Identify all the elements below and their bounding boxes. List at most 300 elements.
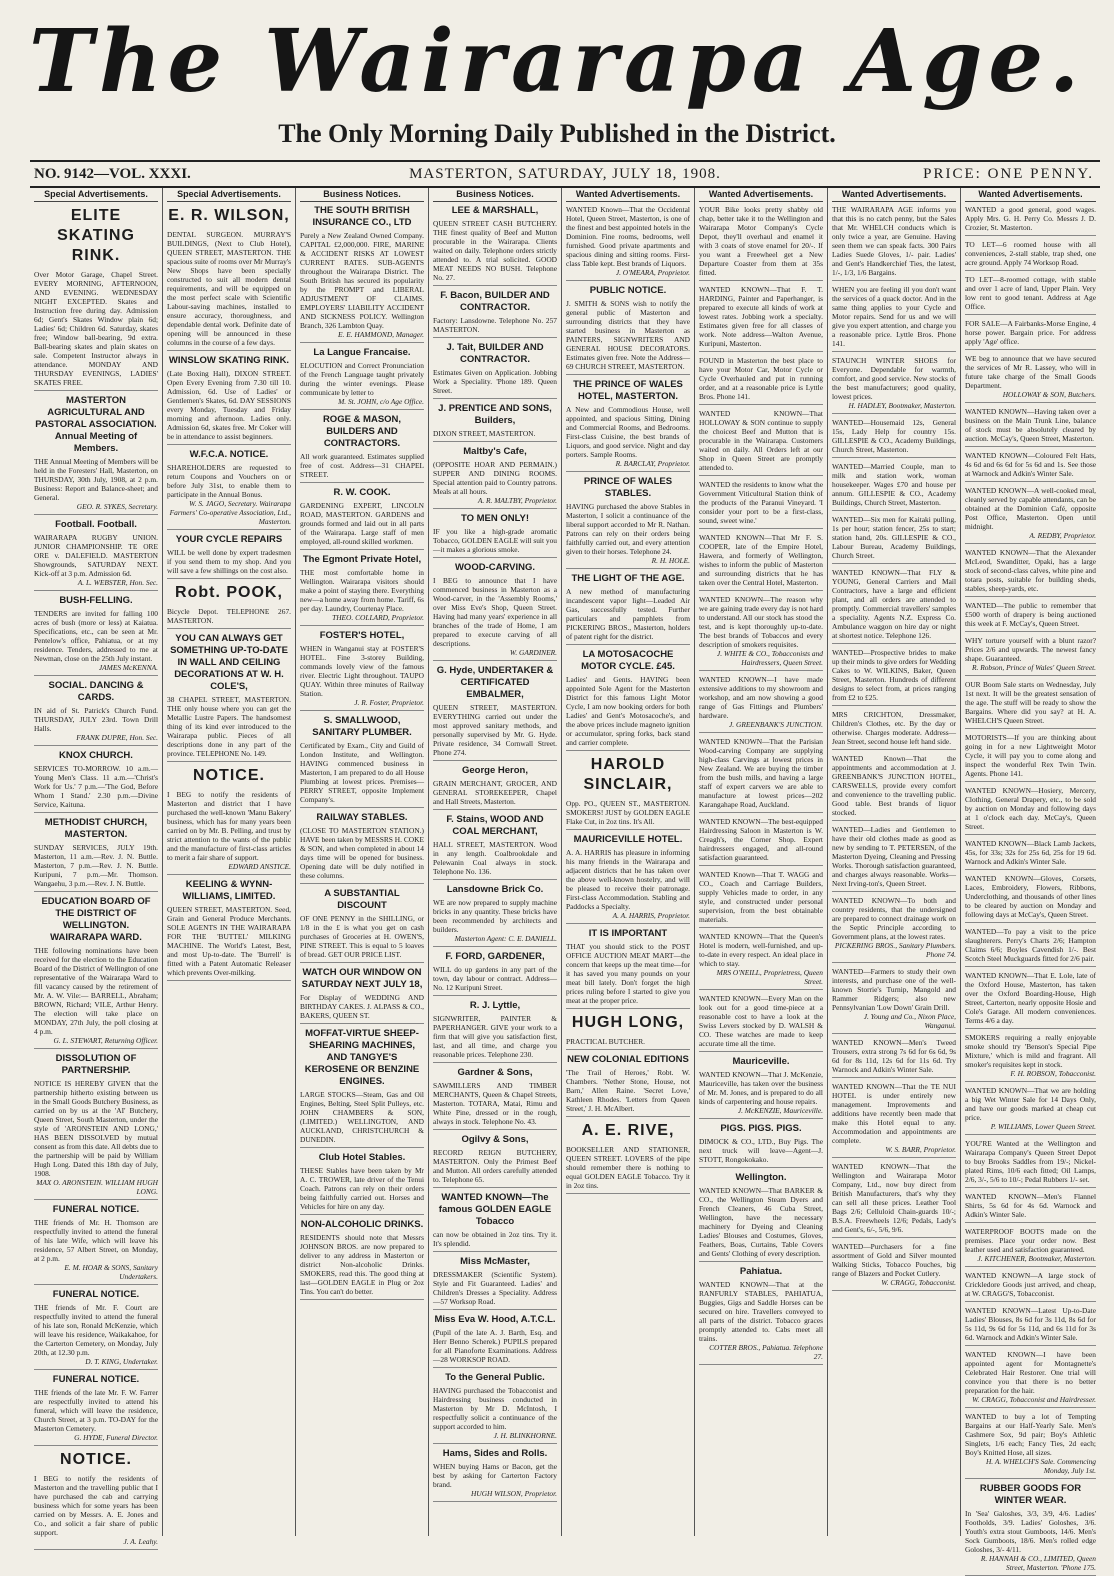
advertisement-title: WOOD-CARVING. [454, 562, 536, 573]
advertisement [300, 1219, 424, 1300]
advertisement-signature: R. Robson, Prince of Wales' Queen Street. [972, 663, 1096, 672]
advertisement-display-heading: ELITE SKATING RINK. [57, 207, 135, 264]
masthead [0, 0, 1114, 160]
advertisement-body: WANTED KNOWN—That the TE NUI HOTEL is under entirely new management. Improvements and additions have recently been made that make this Hotel equal to any. Accommodation and appointments are complete. [832, 1082, 956, 1145]
advertisement-body: For Display of WEDDING AND BIRTHDAY CAKES. J. ALPASS & CO., BAKERS, QUEEN ST. [300, 993, 424, 1020]
advertisement-body: WANTED KNOWN—That at the RANFURLY STABLES, PAHIATUA, Buggies, Gigs and Saddle Horses can be secured on hire. Travellers conveyed to all parts of the district. Tobacco graces promptly attended to. Cabs meet all trains. [699, 1280, 823, 1343]
advertisement-body: WANTED KNOWN—That F. T. HARDING, Painter and Paperhanger, is prepared to execute all kinds of work at lowest rates. Jobbing work a specialty. Estimates given free for all classes of work. Note address—Walton Avenue, Kuripuni, Masterton. [699, 285, 823, 348]
advertisement-signature: A. L. WEBSTER, Hon. Sec. [77, 578, 158, 587]
advertisement-body: THE most comfortable home in Wellington. Wairarapa visitors should make a point of staying there. Everything new—a home away from home. Tariff, 6s per day. Laundry, Courtenay Place. [300, 568, 424, 613]
advertisement-body: THE friends of Mr. F. Court are respectfully invited to attend the funeral of his late son, Ronald McKenzie, which will leave his residence, Waikakahoe, for the Carterton Cemetery, on Monday, July 20th, at 12.30 p.m. [34, 1303, 158, 1357]
advertisement [965, 1350, 1096, 1408]
advertisement-body: WANTED to buy a lot of Tempting Bargains at our Half-Yearly Sale. Men's Cashmere Sox, 9d pair; Boy's Athletic Singlets, 1/6 each; Fancy Ties, 2d each; Boy's Knitted Hose, all sizes. [965, 1412, 1096, 1457]
column-heading: Special Advertisements. [34, 188, 158, 202]
advertisement-body: WANTED KNOWN—That Mr F. S. COOPER, late of the Empire Hotel, Hawera, and formerly of Wellington, wishes to inform the public of Masterton and surrounding districts that he has taken over the Central Hotel, Masterton. [699, 533, 823, 587]
advertisement-body: Ladies' and Gents. HAVING been appointed Sole Agent for the Masterton District for this famous Light Motor Cycle, I am now booking orders for both Ladies' and Gent's Motosacoche's, and the above prices include magneto ignition or accumulator, spring forks, back stand and carrier complete. [566, 675, 690, 747]
advertisement [34, 1289, 158, 1370]
column-heading: Business Notices. [300, 188, 424, 202]
advertisement-signature: FRANK DUPRE, Hon. Sec. [76, 733, 158, 742]
advertisement [832, 1162, 956, 1238]
advertisement-body: Opp. PO., QUEEN ST., MASTERTON. SMOKERS! JUST by GOLDEN EAGLE Flake Cut, in 2oz tins. It's All. [566, 799, 690, 826]
advertisement-body: TO LET—6 roomed house with all conveniences, 2-stall stable, trap shed, one acre ground. Apply 74 Worksop Road. [965, 240, 1096, 267]
advertisement-title: FUNERAL NOTICE. [52, 1289, 140, 1300]
advertisement [832, 754, 956, 821]
advertisement-body: YOUR Bike looks pretty shabby old chap, better take it to the Wellington and Wairarapa Motor Company's Cycle Depot, they'll overhaul and enamel it with 3 coats of stove enamel for 20/-. If you want a Freewheel get a New Departure Coaster from them at 35s fitted. [699, 205, 823, 277]
advertisement-body: WANTED KNOWN—Black Lamb Jackets, 45s, for 33s; 32s for 25s 6d, 25s for 19 6d. Warnock and Adkin's Winter Sale. [965, 839, 1096, 866]
advertisement-title: RUBBER GOODS FOR WINTER WEAR. [979, 1483, 1082, 1506]
advertisement-body: (Late Boxing Hall), DIXON STREET. Open Every Evening from 7.30 till 10. Admission, 6d. Use of Ladies' or Gentlemen's Skates, 6d. DAY SESSIONS every Monday, Tuesday and Friday morning and afternoon. Ladies only. Admission 6d, skates free. Mr Coker will be in attendance to assist beginners. [167, 369, 291, 441]
advertisement-body: WANTED—Married Couple, man to milk and station work, woman housekeeper. Wages £70 and house per annum. GILLESPIE & CO., Academy Buildings, Church Street, Masterton. [832, 462, 956, 507]
advertisement-signature: E. M. HOAR & SONS, Sanitary Undertakers. [64, 1263, 158, 1281]
advertisement [433, 205, 557, 286]
advertisement [832, 205, 956, 281]
column-heading: Wanted Advertisements. [832, 188, 956, 202]
advertisement [965, 486, 1096, 544]
advertisement-body: Factory: Lansdowne. Telephone No. 257 MASTERTON. [433, 316, 557, 334]
advertisement-title: KEELING & WYNN-WILLIAMS, LIMITED. [182, 879, 276, 902]
advertisement-body: WATERPROOF BOOTS made on the premises. Place your order now. Best leather used and satisfaction guaranteed. [965, 1227, 1096, 1254]
masthead-title: The Wairarapa Age. [28, 11, 1086, 112]
advertisement-title: F. Bacon, BUILDER AND CONTRACTOR. [440, 290, 550, 313]
advertisement-body: WANTED KNOWN—Coloured Felt Hats, 4s 6d and 6s 6d for 5s 6d and 1s. See those at Warnock and Adkin's Winter Sale. [965, 451, 1096, 478]
advertisement-title: WANTED KNOWN—The famous GOLDEN EAGLE Tobacco [438, 1192, 552, 1227]
advertisement-signature: J. McKENZIE, Mauriceville. [737, 1106, 823, 1115]
advertisement-body: HAVING purchased the above Stables in Masterton, I solicit a continuance of the liberal support accorded to Mr R. Nathan. Patrons can rely on their orders being faithfully carried out, and every attention given to their horses. Telephone 24. [566, 502, 690, 556]
advertisement-body: WANTED KNOWN—I have made extensive additions to my showroom and workshop, and am now showing a good range of Gas Fittings and Plumbers' hardware. [699, 675, 823, 720]
advertisement-body: WHEN buying Hams or Bacon, get the best by asking for Carterton Factory brand. [433, 1462, 557, 1489]
advertisement [965, 319, 1096, 350]
advertisement-title: PRINCE OF WALES STABLES. [583, 476, 673, 499]
advertisement-body: FOUND in Masterton the best place to have your Motor Car, Motor Cycle or Cycle Overhauled and put in running order, and at a reasonable price is Lyttle Bros. Phone 141. [699, 356, 823, 401]
dateline-price: PRICE: ONE PENNY. [923, 166, 1094, 182]
advertisement-title: Maltby's Cafe, [463, 446, 527, 457]
advertisement [699, 1123, 823, 1168]
advertisement [699, 409, 823, 476]
advertisement-body: WANTED KNOWN—Gloves, Corsets, Laces, Embroidery, Flowers, Ribbons, Underclothing, and thousands of other lines to be cleared by auction on Monday and following days at McCay's, Queen Street. [965, 874, 1096, 919]
advertisement-body: BOOKSELLER AND STATIONER, QUEEN STREET. LOVERS of the pipe should remember there is nothing to equal GOLDEN EAGLE Tobacco. Try it in 2oz tins. [566, 1145, 690, 1190]
advertisement [433, 1314, 557, 1368]
advertisement-body: WHEN you are feeling ill you don't want the services of a quack doctor. And in the same thing applies to your Cycle and Motor repairs. Send for us and we will give you expert attention, and charge you a reasonable price. Lyttle Bros. Phone 141. [832, 285, 956, 348]
advertisement-body: DIMOCK & CO., LTD., Buy Pigs. The next truck will leave—Agent—J. STOTT, Rongokokako. [699, 1137, 823, 1164]
column [695, 188, 828, 1536]
advertisement [300, 414, 424, 483]
advertisement [167, 355, 291, 445]
advertisement-body: OF ONE PENNY in the SHILLING, or 1/8 in the £ is what you get on cash purchases of Groceries at H. OWEN'S, PINE STREET. This is equal to 5 loaves of bread. GET OUR PRICE LIST. [300, 914, 424, 959]
advertisement-title: Pahiatua. [739, 1266, 783, 1277]
advertisement-signature: PICKERING BROS., Sanitary Plumbers. Phone 74. [834, 941, 956, 959]
advertisement-body: WANTED—Housemaid 12s, General 15s, Lady Help for country 15s. GILLESPIE & CO., Academy Buildings, Church Street, Masterton. [832, 418, 956, 454]
advertisement [300, 888, 424, 963]
advertisement-body: 'The Trail of Heroes,' Robt. W. Chambers. 'Nether Stone, House, not Barn,' Allen Raine. 'Secret Love,' Kathleen Rhodes. 'Letters from Queen Street,' J. H. McAlbert. [566, 1068, 690, 1113]
advertisement-body: DRESSMAKER (Scientific System). Style and Fit Guaranteed. Ladies' and Children's Dresses a Speciality. Address—57 Worksop Road. [433, 1270, 557, 1306]
advertisement-body: WANTED Known—That the Occidental Hotel, Queen Street, Masterton, is one of the finest and best appointed hotels in the Dominion. Fine rooms, bedrooms, well furnished. Good private apartments and spacious dining and sitting rooms. First-class Table kept. Best brands of Liquors. [566, 205, 690, 268]
advertisement-title: YOU CAN ALWAYS GET SOMETHING UP-TO-DATE IN WALL AND CEILING DECORATIONS AT W. H. COLE'S, [170, 633, 288, 692]
advertisement [566, 205, 690, 281]
advertisement-body: A. A. HARRIS has pleasure in informing his many friends in the Wairarapa and adjacent districts that he has taken over the above well-known hostelry, and will be pleased to receive their patronage. First-class Accommodation. Stabling and Paddocks a Specialty. [566, 848, 690, 911]
advertisement-title: To the General Public. [445, 1372, 545, 1383]
column [429, 188, 562, 1536]
advertisement-body: WANTED KNOWN—That E. Lole, late of the Oxford House, Masterton, has taken over the Oxford Boarding-House, High Street, Carterton, nearly opposite Hosie and Cole's Garage. All modern conveniences. Terms 4/6 a day. [965, 971, 1096, 1025]
advertisement-display-heading: Robt. POOK, [175, 584, 283, 601]
advertisement [167, 534, 291, 579]
column-heading: Business Notices. [433, 188, 557, 202]
advertisement [832, 896, 956, 963]
advertisement [300, 967, 424, 1024]
advertisement-title: RAILWAY STABLES. [316, 812, 408, 823]
advertisement-body: GARDENING EXPERT, LINCOLN ROAD, MASTERTON. GARDENS and grounds formed and laid out in all parts of the Wairarapa. Large staff of men employed, all-round skilled workmen. [300, 501, 424, 546]
advertisement-body: (Pupil of the late A. J. Barth, Esq. and Herr Benno Scherek.) PUPILS prepared for all Pianoforte Examinations. Address—28 WORKSOP ROAD. [433, 1328, 557, 1364]
advertisement-title: LEE & MARSHALL, [451, 205, 539, 216]
advertisement [699, 1056, 823, 1119]
advertisement-body: WILL do up gardens in any part of the town, day labour or contract. Address—No. 12 Kuripuni Street. [433, 965, 557, 992]
column [961, 188, 1100, 1572]
advertisement-title: MAURICEVILLE HOTEL. [573, 834, 683, 845]
advertisement-body: WANTED—Prospective brides to make up their minds to give orders for Wedding Cakes to W. WILKINS, Baker, Queen Street, Masterton. Hundreds of different designs to select from, at prices ranging from £2 to £25. [832, 648, 956, 702]
advertisement-body: DIXON STREET, MASTERTON. [433, 429, 536, 438]
advertisement [699, 817, 823, 866]
advertisement-body: Estimates Given on Application. Jobbing Work a Speciality. 'Phone 189. Queen Street. [433, 368, 557, 395]
advertisement-signature: J. O'MEARA, Proprietor. [615, 268, 690, 277]
advertisement-body: WE are now prepared to supply machine bricks in any quantity. These bricks have been recommended by architects and builders. [433, 898, 557, 934]
advertisement-title: Lansdowne Brick Co. [446, 884, 544, 895]
advertisement [433, 765, 557, 810]
advertisement [699, 205, 823, 281]
advertisement-body: WE beg to announce that we have secured the services of Mr R. Lassey, who will in future take charge of the Small Goods Department. [965, 354, 1096, 390]
column-heading: Wanted Advertisements. [566, 188, 690, 202]
advertisement-display-heading: HUGH LONG, [571, 1014, 685, 1031]
advertisement [566, 649, 690, 751]
advertisement [699, 285, 823, 352]
advertisement-signature: G. L. STEWART, Returning Officer. [53, 1036, 158, 1045]
advertisement-body: PRACTICAL BUTCHER. [566, 1037, 645, 1046]
advertisement-display-heading: E. R. WILSON, [168, 207, 290, 224]
advertisement [699, 870, 823, 928]
advertisement [566, 285, 690, 375]
advertisement-body: I BEG to announce that I have commenced business in Masterton as a Wood-carver, in the 'Assembly Rooms,' over Miss Eve's Shop, Queen Street. Having had many years' experience in all branches of the trade of Home, I am prepared to execute carving of all descriptions. [433, 576, 557, 648]
advertisement-signature: D. T. KING, Undertaker. [85, 1357, 158, 1366]
advertisement [832, 1082, 956, 1158]
advertisement [965, 451, 1096, 482]
advertisement [566, 476, 690, 569]
advertisement-title: W.F.C.A. NOTICE. [189, 449, 269, 460]
advertisement [965, 407, 1096, 447]
advertisement-signature: G. HYDE, Funeral Director. [74, 1433, 158, 1442]
advertisement-title: NON-ALCOHOLIC DRINKS. [300, 1219, 424, 1230]
advertisement [965, 240, 1096, 271]
advertisement [34, 1204, 158, 1285]
advertisement-title: FOSTER'S HOTEL, [319, 630, 405, 641]
advertisement-title: YOUR CYCLE REPAIRS [175, 534, 283, 545]
advertisement-body: WANTED—Six men for Kaitaki pulling, 1s per hour; station fencer, 25s to start; station hand, 20s. GILLESPIE & CO., Labour Bureau, Academy Buildings, Church Street. [832, 515, 956, 560]
advertisement-body: GRAIN MERCHANT, GROCER, AND GENERAL STOREKEEPER, Chapel and Hall Streets, Masterton. [433, 779, 557, 806]
advertisement-body: THE Annual Meeting of Members will be held in the Foresters' Hall, Masterton, on THURSDAY, 30th July, 1908, at 2 p.m. Business: Report and Balance-sheet; and General. [34, 457, 158, 502]
advertisement-title: The Egmont Private Hotel, [302, 554, 422, 565]
advertisement-body: All work guaranteed. Estimates supplied free of cost. Address—31 CHAPEL STREET. [300, 452, 424, 479]
advertisement-body: WANTED KNOWN—That FLY & YOUNG, General Carriers and Mail Contractors, have a large and efficient plant, and all orders are attended to promptly. Commercial travellers' samples a speciality. Agents N.Z. Express Co. Ambulance waggon on hire day or night at shortest notice. Telephone 126. [832, 568, 956, 640]
advertisement-body: WANTED KNOWN—A well-cooked meal, cleanly served by capable attendants, can be obtained at the Dominion Café, opposite Post Office, Masterton. Open until midnight. [965, 486, 1096, 531]
advertisement-title: Ogilvy & Sons, [461, 1134, 529, 1145]
advertisement-signature: J. R. Foster, Proprietor. [354, 698, 424, 707]
advertisement-signature: HOLLOWAY & SON, Butchers. [1002, 390, 1096, 399]
advertisement [965, 839, 1096, 870]
advertisement [965, 786, 1096, 835]
advertisement [300, 630, 424, 711]
advertisement-signature: EDWARD ANSTICE. [228, 862, 291, 871]
advertisement [699, 1266, 823, 1365]
advertisement [965, 636, 1096, 676]
advertisement-signature: R. H. HOLE. [651, 556, 690, 565]
advertisement-signature: W. S. BARR, Proprietor. [885, 1145, 956, 1154]
advertisement-body: LARGE STOCKS—Steam, Gas and Oil Engines, Belting, Steel Split Pulleys, etc. JOHN CHAMBERS & SON, (LIMITED.) WELLINGTON, AND AUCKLAND, CHRISTCHURCH & DUNEDIN. [300, 1090, 424, 1144]
advertisement-signature: HUGH WILSON, Proprietor. [471, 1489, 557, 1498]
advertisement [433, 1448, 557, 1502]
advertisement [34, 817, 158, 892]
advertisement-title: METHODIST CHURCH, MASTERTON. [44, 817, 148, 840]
advertisement-body: WANTED KNOWN—Men's Flannel Shirts, 5s 6d for 4s 6d. Warnock and Adkin's Winter Sale. [965, 1192, 1096, 1219]
advertisement-title: FUNERAL NOTICE. [52, 1204, 140, 1215]
advertisement-display-heading: HAROLD SINCLAIR, [583, 756, 673, 793]
advertisement-body: WANTED KNOWN—The best-equipped Hairdressing Saloon in Masterton is W. Creagh's, the Corner Shop. Expert hairdressers engaged, and all-round satisfaction guaranteed. [699, 817, 823, 862]
advertisement-body: WANTED KNOWN—Men's Tweed Trousers, extra strong 7s 6d for 6s 6d, 9s 6d for 8s 11d, 12s 6d for 11s 6d. Try Warnock and Adkin's Winter Sale. [832, 1038, 956, 1074]
advertisement [965, 1227, 1096, 1267]
advertisement-body: I BEG to notify the residents of Masterton and district that I have purchased the well-known 'Manu Bakery' business, which has for many years been carried on by Mr. B. Pelling, and trust by strict attention to the wants of the public and the manufacture of first-class articles to merit a fair share of support. [167, 790, 291, 862]
advertisement [699, 737, 823, 813]
advertisement [965, 874, 1096, 923]
advertisement [832, 1242, 956, 1291]
advertisement-title: S. SMALLWOOD, SANITARY PLUMBER. [312, 715, 412, 738]
advertisement-signature: F. H. ROBSON, Tobacconist. [1010, 1069, 1096, 1078]
dateline-issue-number: NO. 9142—VOL. XXXI. [34, 166, 191, 182]
advertisement-body: WANTED—Ladies and Gentlemen to have their old clothes made as good as new by sending to T. PETERSEN, of the Masterton Dyeing, Cleaning and Pressing Works. Thorough satisfaction guaranteed, and charges always reasonable. Works—Next Irving-ton's, Queen Street. [832, 825, 956, 888]
advertisement-body: WANTED KNOWN—That we are holding a big Wet Winter Sale for 14 Days Only, and have our goods marked at cheap cut price. [965, 1086, 1096, 1122]
advertisement-body: WANTED KNOWN—Latest Up-to-Date Ladies' Blouses, 8s 6d for 3s 11d, 8s 6d for 5s 11d, 9s 6d for 5s 11d, and 6s 11d for 3s 6d. Warnock and Adkin's Winter Sale. [965, 1306, 1096, 1342]
advertisement [699, 480, 823, 529]
advertisement-signature: E. E. HAMMOND, Manager. [337, 330, 424, 339]
advertisement [965, 927, 1096, 967]
dateline-place-date: MASTERTON, SATURDAY, JULY 18, 1908. [409, 166, 721, 182]
advertisement [965, 1192, 1096, 1223]
advertisement-body: SERVICES TO-MORROW. 10 a.m.—Young Men's Class. 11 a.m.—'Christ's Work for Us.' 7 p.m.—'The God, Before Whom I Stand.' 2.30 p.m.—Divine Service, Kaituna. [34, 764, 158, 809]
advertisement-body: WHEN in Wanganui stay at FOSTER'S HOTEL. Fine 3-storey Building, commands lovely view of the famous river. Electric Light throughout. TAUPO QUAY. Within three minutes of Railway Station. [300, 644, 424, 698]
advertisement-body: TO LET—8-roomed cottage, with stable and over 1 acre of land, Upper Plain. Very low rent to good tenant. Address at Age Office. [965, 275, 1096, 311]
advertisement-signature: R. BARCLAY, Proprietor. [615, 459, 690, 468]
advertisement [34, 595, 158, 676]
advertisement [832, 418, 956, 458]
advertisement-body: Bicycle Depot. TELEPHONE 267. MASTERTON. [167, 607, 291, 625]
advertisement-body: HAVING purchased the Tobacconist and Hairdressing business conducted in Masterton by Mr D. McIntosh, I respectfully solicit a continuance of the support accorded to him. [433, 1386, 557, 1431]
advertisement [965, 733, 1096, 782]
advertisement [566, 1013, 690, 1050]
advertisement-body: SMOKERS requiring a really enjoyable smoke should try 'Benson's Special Pipe Mixture,' which is mild and fragrant. All smoker's requisites kept in stock. [965, 1033, 1096, 1069]
advertisement [34, 395, 158, 515]
advertisement-title: IT IS IMPORTANT [588, 928, 668, 939]
advertisement-title: George Heron, [462, 765, 528, 776]
advertisement [699, 994, 823, 1052]
advertisement [34, 1053, 158, 1200]
advertisement-signature: A. REDBY, Proprietor. [1029, 531, 1096, 540]
advertisement-title: EDUCATION BOARD OF THE DISTRICT OF WELLINGTON. WAIRARAPA WARD. [41, 896, 151, 943]
advertisement-body: WANTED the residents to know what the Government Viticultural Station think of the products of the Paranui Vineyard. 'I consider your port to be a first-class, sound, sweet wine.' [699, 480, 823, 525]
advertisement-body: WANTED KNOWN—Having taken over a business on the Main Trunk Line, balance of stock must be absolutely cleared by auction. McCay's, Queen Street, Masterton. [965, 407, 1096, 443]
advertisement [300, 1152, 424, 1215]
advertisement-body: Purely a New Zealand Owned Company. CAPITAL £2,000,000. FIRE, MARINE & ACCIDENT RISKS AT LOWEST CURRENT RATES. SUB-AGENTS throughout the Wairarapa District. The South British has secured its popularity by the PROMPT and LIBERAL ADJUSTMENT OF CLAIMS. EMPLOYERS' LIABILITY ACCIDENT AND SICKNESS POLICY. Wellington Branch, 326 Lambton Quay. [300, 231, 424, 330]
advertisement-title: J. Tait, BUILDER AND CONTRACTOR. [446, 342, 544, 365]
advertisement-title: MOFFAT-VIRTUE SHEEP-SHEARING MACHINES, AND TANGYE'S KEROSENE OR BENZINE ENGINES. [304, 1028, 420, 1087]
advertisement [433, 1000, 557, 1063]
advertisement [433, 562, 557, 661]
advertisement-body: J. SMITH & SONS wish to notify the general public of Masterton and surrounding districts that they have started business in Masterton as PAINTERS, SIGNWRITERS AND GENERAL HOUSE DECORATORS. Estimates given free. Note the Address—69 CHURCH STREET, MASTERTON. [566, 299, 690, 371]
advertisement-title: R. J. Lyttle, [469, 1000, 521, 1011]
advertisement-body: THE friends of the late Mr. F. W. Farrer are respectfully invited to attend his funeral, which will leave the residence, Church Street, at 3 p.m. TO-DAY for the Masterton Cemetery. [34, 1388, 158, 1433]
advertisement [566, 834, 690, 924]
advertisement [300, 812, 424, 884]
advertisement-body: RESIDENTS should note that Messrs JOHNSON BROS. are now prepared to deliver to any address in Masterton or district Non-alcoholic Drinks. SMOKERS, read this. The good thing at last—GOLDEN EAGLE in Plug or 2oz Tins. You can't do better. [300, 1233, 424, 1296]
advertisement [300, 715, 424, 808]
advertisement [965, 548, 1096, 597]
advertisement-body: THAT you should stick to the POST OFFICE AUCTION MEAT MART—the concern that keeps up the meat time—for it has saved you many pounds on your meat bill lately. Don't forget the high prices ruling before I started to give you meat at the proper price. [566, 942, 690, 1005]
advertisement-title: THE SOUTH BRITISH INSURANCE CO., LTD [312, 205, 412, 228]
advertisement-body: DENTAL SURGEON. MURRAY'S BUILDINGS, (Next to Club Hotel), QUEEN STREET, MASTERTON. THE spacious suite of rooms over Mr Murray's New Shops have been specially constructed to suit all modern dental requirements, and will be equipped on the most perfect scale with Scientific Labour-saving machines, installed to ensure accuracy, thoroughness, and dependable dental work. Definite date of opening will be announced in these columns in the course of a few days. [167, 230, 291, 347]
advertisement-signature: R. HANNAH & CO., LIMITED, Queen Street, Masterton. 'Phone 175. [980, 1554, 1096, 1572]
advertisement-title: F. Stains, WOOD AND COAL MERCHANT, [446, 814, 544, 837]
advertisement [34, 206, 158, 391]
advertisement-title: DISSOLUTION OF PARTNERSHIP. [55, 1053, 137, 1076]
advertisement [832, 967, 956, 1034]
advertisement [832, 710, 956, 750]
column [562, 188, 695, 1536]
advertisement-body: WANTED KNOWN—The reason why we are gaining trade every day is not hard to understand. All our stock has stood the test, and is kept thoroughly up-to-date. The best brands of Tobaccos and every description of smokers requisites. [699, 595, 823, 649]
advertisement [433, 1192, 557, 1252]
advertisement [167, 633, 291, 762]
advertisement [167, 879, 291, 981]
advertisement-title: FUNERAL NOTICE. [52, 1374, 140, 1385]
advertisement-title: A SUBSTANTIAL DISCOUNT [324, 888, 400, 911]
advertisement [566, 755, 690, 830]
advertisement [566, 928, 690, 1009]
advertisement-title: Wellington. [735, 1172, 787, 1183]
advertisement-title: MASTERTON AGRICULTURAL AND PASTORAL ASSOCIATION. Annual Meeting of Members. [35, 395, 157, 454]
dateline [30, 160, 1100, 188]
advertisement [832, 462, 956, 511]
advertisement-display-heading: A. E. RIVE, [581, 1122, 675, 1139]
advertisement-body: WHY torture yourself with a blunt razor? Prices 2/6 and upwards. The newest fancy shape. Guaranteed. [965, 636, 1096, 663]
advertisement-signature: P. WILLIAMS, Lower Queen Street. [990, 1122, 1096, 1131]
advertisement-title: ROGE & MASON, BUILDERS AND CONTRACTORS. [322, 414, 402, 449]
advertisement-body: Certificated by Exam., City and Guild of London Institute, and Wellington. HAVING commenced business in Masterton, I am prepared to do all House Plumbing at lowest prices. Premises—PERRY STREET, opposite Implement Company's. [300, 741, 424, 804]
advertisement-display-heading: NOTICE. [60, 1451, 132, 1468]
advertisement-body: IF you like a high-grade aromatic Tobacco, GOLDEN EAGLE will suit you—it makes a glorious smoke. [433, 527, 557, 554]
advertisement [965, 1086, 1096, 1135]
advertisement [965, 1412, 1096, 1479]
advertisement-signature: GEO. R. SYKES, Secretary. [76, 502, 158, 511]
advertisement [699, 533, 823, 591]
advertisement [300, 487, 424, 550]
advertisement [832, 825, 956, 892]
column [296, 188, 429, 1536]
advertisement [832, 648, 956, 706]
advertisement [433, 342, 557, 399]
advertisement-signature: A. A. HARRIS, Proprietor. [612, 911, 690, 920]
advertisement [965, 1271, 1096, 1302]
advertisement-display-heading: NOTICE. [193, 767, 265, 784]
advertisement-body: WANTED KNOWN—That the Wellington and Wairarapa Motor Company, Ltd., now buy direct from British Manufacturers, that's why they can sell all these prices. Leather Tool Bags 2/6; Celluloid Chain-guards 10/-; B.S.A. Freewheels 12/6; Pedals, Lady's and Gent's, 6/-, 5/6, 9/6. [832, 1162, 956, 1234]
advertisement [34, 1374, 158, 1446]
advertisement [34, 1450, 158, 1550]
advertisement-title: THE PRINCE OF WALES HOTEL, MASTERTON. [573, 379, 683, 402]
advertisement-body: OUR Boom Sale starts on Wednesday, July 1st next. It will be the greatest sensation of the age. The stuff will be ready to show the Bargains. Where did you say? at H. A. WHELCH'S Queen Street. [965, 680, 1096, 725]
advertisement [300, 205, 424, 343]
advertisement [832, 1038, 956, 1078]
advertisement [699, 675, 823, 733]
advertisement [300, 1028, 424, 1148]
advertisement [832, 568, 956, 644]
advertisement [167, 449, 291, 530]
advertisement [965, 354, 1096, 403]
advertisement [433, 1067, 557, 1130]
advertisement-body: QUEEN STREET CASH BUTCHERY. THE finest quality of Beef and Mutton procurable in the Wairarapa. Clients waited on daily. Telephone orders strictly attended to. A trial solicited. GOOD MEAT NEEDS NO BUSH. Telephone No. 27. [433, 219, 557, 282]
advertisement [34, 519, 158, 591]
advertisement-title: Mauriceville. [732, 1056, 790, 1067]
advertisement-signature: W. S. JAGO, Secretary. Wairarapa Farmers' Co-operative Association, Ltd., Masterton. [169, 499, 291, 526]
advertisement [832, 285, 956, 352]
advertisement-title: R. W. COOK. [333, 487, 391, 498]
advertisement-title: G. Hyde, UNDERTAKER & CERTIFICATED EMBALMER, [436, 665, 554, 700]
advertisement-body: WANTED—Purchasers for a fine assortment of Gold and Silver mounted Walking Sticks, Tobacco Pouches, big range of Blazers and Pocket Cutlery. [832, 1242, 956, 1278]
advertisement [433, 1372, 557, 1444]
advertisement [34, 896, 158, 1049]
advertisement [566, 379, 690, 472]
advertisement [965, 680, 1096, 729]
advertisement-body: TENDERS are invited for falling 100 acres of bush (more or less) at Kaiatua. Specifications, etc., can be seen at Mr. Pentelow's office, Pahiatua, or at my residence. Tenders, addressed to me at Newman, close on the 25th July instant. [34, 609, 158, 663]
advertisement [965, 1139, 1096, 1188]
advertisement [566, 573, 690, 645]
advertisement-title: PUBLIC NOTICE. [589, 285, 667, 296]
advertisement-signature: W. GARDINER. [509, 648, 557, 657]
advertisement-body: YOU'RE Wanted at the Wellington and Wairarapa Company's Queen Street Depot to buy Brooks Saddles from 19/-; Nickel-plated Rims, 10/6 each fitted; Oil Lamps, 2/6, 3/-, 5/6 to 10/-; Pedal Rubbers 1/- set. [965, 1139, 1096, 1184]
advertisement-title: WATCH OUR WINDOW ON SATURDAY NEXT JULY 18, [301, 967, 423, 990]
advertisement [433, 1134, 557, 1188]
advertisement-title: Club Hotel Stables. [318, 1152, 406, 1163]
column-heading: Wanted Advertisements. [965, 188, 1096, 202]
advertisement [300, 554, 424, 626]
advertisement [433, 884, 557, 947]
advertisement [832, 356, 956, 414]
advertisement-body: WAIRARAPA RUGBY UNION. JUNIOR CHAMPIONSHIP. TE ORE ORE v. DALEFIELD. MASTERTON Showgrounds, SATURDAY NEXT. Kick-off at 3 p.m. Admission 6d. [34, 533, 158, 578]
advertisement-signature: H. HADLEY, Bootmaker, Masterton. [848, 401, 956, 410]
advertisement [433, 446, 557, 509]
advertisement-title: THE LIGHT OF THE AGE. [571, 573, 685, 584]
column-heading: Special Advertisements. [167, 188, 291, 202]
advertisement-body: SHAREHOLDERS are requested to return Coupons and Vouchers on or before July 31st, to enable them to participate in the Annual Bonus. [167, 463, 291, 499]
advertisement-body: 38 CHAPEL STREET, MASTERTON. THE only house where you can get the Metallic Lustre Papers. The handsomest thing of its kind ever introduced to the Wairarapa public. Pieces of all descriptions done in any part of the province. TELEPHONE No. 149. [167, 695, 291, 758]
advertisement-title: Hams, Sides and Rolls. [442, 1448, 548, 1459]
advertisement-title: KNOX CHURCH. [59, 750, 133, 761]
advertisement-title: BUSH-FELLING. [59, 595, 133, 606]
advertisement [965, 275, 1096, 315]
advertisement-title: La Langue Francaise. [313, 347, 411, 358]
advertisement [433, 513, 557, 558]
advertisement-body: IN aid of St. Patrick's Church Fund. THURSDAY, JULY 23rd. Town Drill Halls. [34, 706, 158, 733]
advertisement-title: PIGS. PIGS. PIGS. [720, 1123, 802, 1134]
columns [30, 188, 1100, 1572]
advertisement-body: NOTICE IS HEREBY GIVEN that the partnership hitherto existing between us in the Small Goods Butchery Business, as carried on by us at the 'AI' Butchery, Queen Street, South Masterton, under the style of 'ARONSTEIN AND LONG,' HAS BEEN DISSOLVED by mutual consent as from this date. All debts due to the partnership will be paid by William Hugh Long. Dated this 18th day of July, 1908. [34, 1079, 158, 1178]
advertisement-signature: MRS O'NEILL, Proprietress, Queen Street. [716, 968, 823, 986]
column [828, 188, 961, 1536]
advertisement-body: SAWMILLERS AND TIMBER MERCHANTS, Queen & Chapel Streets, Masterton. TOTARA, Matai, Rimu and White Pine, dressed or in the rough, always in stock. Telephone No. 43. [433, 1081, 557, 1126]
advertisement-title: Miss McMaster, [460, 1256, 530, 1267]
advertisement-signature: J. KITCHENER, Bootmaker, Masterton. [977, 1254, 1096, 1263]
advertisement-body: can now be obtained in 2oz tins. Try it. It's splendid. [433, 1230, 557, 1248]
